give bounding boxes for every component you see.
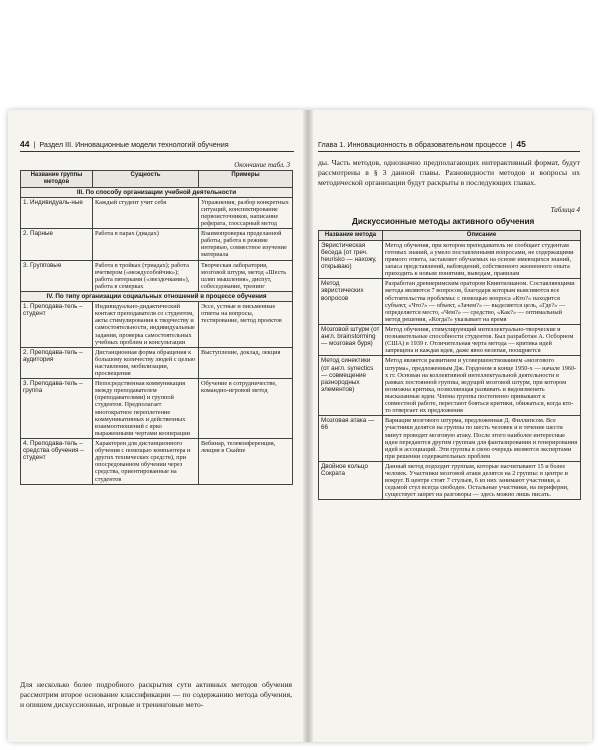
right-header-text: Глава 1. Инновационность в образовательном процессе	[318, 140, 507, 149]
method-essence: Непосредственная коммуникация между преподавателем (преподавателями) и группой студентов. Предполагает многократное переплетение коммуникативных и действенных взаимоотношений с ярко выраженными чертами кооперации	[93, 379, 199, 439]
method-description: Вариация мозгового штурма, предложенная Д. Филлипсом. Все участники делятся на группы по шесть человек и в течение шести минут проводят мозговую атаку. После этого наиболее интересные идеи передаются другим группам для фантазирования и генерирования идей и ассоциаций. Эти группы в свою очередь являются экспертами при решении содержательных проблем	[383, 416, 581, 462]
right-running-header: Глава 1. Инновационность в образовательном процессе | 45	[318, 139, 526, 149]
method-group-name: 1. Индивидуаль-ные	[21, 197, 93, 228]
table-row	[319, 356, 581, 416]
table-row	[21, 260, 293, 291]
left-header-rule	[20, 151, 294, 152]
col-header-description: Описание	[383, 231, 581, 241]
method-essence: Характерен для дистанционного обучения с помощью компьютера и других технических средств), при опосредованном обучении через средства, ориентированные на студентов	[93, 439, 199, 485]
left-body-paragraph: Для несколько более подробного раскрытия сути активных методов обучения рассмотрим второе основание классификации — по содержанию метода обучения, и опишем дискуссионные, игровые и тренинговые мето-	[20, 680, 292, 709]
table-row	[319, 324, 581, 355]
method-name: Мозговой штурм (от англ. brainstorming — мозговая буря)	[319, 324, 383, 355]
method-examples: Вебинар, телеконференция, лекция в Скайпе	[199, 439, 293, 485]
method-essence: Работа в тройках (триадах); работа вчетвером («междусобойчик»); работа пятерками («звездочками»), работа в семерках	[93, 260, 199, 291]
method-examples: Эссе, устные и письменные ответы на вопросы, тестирование, метод проектов	[199, 302, 293, 348]
method-group-name: 3. Групповые	[21, 260, 93, 291]
method-description: Метод является развитием и усовершенствованием «мозгового штурма», предложенным Дж. Гордоном в конце 1950-х — начале 1960-х гг. Основан на коллективной интеллектуальной деятельности в рамках постоянной группы, ведущей мозговой штурм, при котором возможна критика, позволяющая развивать и видоизменять высказанные идеи. Члены группы постепенно привыкают к совместной работе, перестают бояться критики, обижаться, когда кто-то отвергает их предложения	[383, 356, 581, 416]
method-essence: Дистанционная форма обращения к большому количеству людей с целью наставления, мобилизации, просвещения	[93, 347, 199, 378]
method-name: Двойное кольцо Сократа	[319, 461, 383, 500]
col-header-name: Название группы методов	[21, 171, 93, 188]
open-book	[8, 110, 592, 742]
method-examples: Творческая лаборатория, мозговой штурм, метод «Шесть шляп мышления», диспут, собеседование, тренинг	[199, 260, 293, 291]
method-essence: Индивидуально-дидактический контакт преподавателя со студентом, акты стимулирования к творчеству и самостоятельности, индивидуальные задания, проверка самостоятельных учебных проблем и консультации	[93, 302, 199, 348]
method-group-name: 1. Преподава-тель – студент	[21, 302, 93, 348]
table-row	[319, 240, 581, 279]
method-name: Метод эвристических вопросов	[319, 279, 383, 325]
col-header-method: Название метода	[319, 231, 383, 241]
col-header-essence: Сущность	[93, 171, 199, 188]
method-description: Данный метод подходит группам, которые насчитывают 15 и более человек. Участники мозговой атаки делятся на 2 группы: в центре и вокруг. В центре стоят 7 стульев, 6 из них занимают участники, а седьмой стул всегда свободен. Остальные участники, на периферии, существует запрет на разговоры — здесь можно лишь писать.	[383, 461, 581, 500]
left-running-header: 44 | Раздел III. Инновационные модели технологий обучения	[20, 139, 229, 149]
table-row	[21, 302, 293, 348]
method-group-name: 4. Преподава-тель – средства обучения – студент	[21, 439, 93, 485]
right-header-rule	[318, 151, 580, 152]
method-essence: Работа в парах (диадах)	[93, 229, 199, 260]
discussion-methods-table	[318, 230, 581, 500]
right-body-paragraph: ды. Часть методов, однозначно предполагающих интерактивный формат, будут рассмотрены в § 3 данной главы. Разновидности методов и вопросы их методической организации будут раскрыты в последующих главах.	[318, 158, 580, 187]
discussion-methods-title: Дискуссионные методы активного обучения	[352, 217, 535, 226]
section-title: III. По способу организации учебной деятельности	[21, 187, 293, 197]
table-row	[319, 461, 581, 500]
table-row	[319, 279, 581, 325]
left-table-caption: Окончание табл. 3	[234, 161, 290, 169]
method-essence: Каждый студент учит себя	[93, 197, 199, 228]
method-examples: Упражнения, разбор конкретных ситуаций, конспектирование первоисточников, написание реферата, глоссарный метод	[199, 197, 293, 228]
right-page-number: 45	[516, 139, 526, 149]
method-examples: Выступление, доклад, лекция	[199, 347, 293, 378]
table-row	[21, 347, 293, 378]
col-header-examples: Примеры	[199, 171, 293, 188]
left-page	[8, 110, 304, 742]
table-header-row	[21, 171, 293, 188]
method-description: Разработан древнеримским оратором Квинтилианом. Составляющими метода являются 7 вопросов, благодаря которым выясняются все обстоятельства проблемы: с помощью вопроса «Кто?» находится субъект, «Что?» — объект, «Зачем?» — выделяется цель, «Где?» — определяется место, «Чем?» — средство, «Как?» — оптимальный метод решения, «Когда?» указывает на время	[383, 279, 581, 325]
table4-label: Таблица 4	[550, 206, 580, 214]
table-header-row	[319, 231, 581, 241]
method-examples: Обучение в сотрудничестве, командно-игровой метод	[199, 379, 293, 439]
table-row	[21, 229, 293, 260]
table-row	[319, 416, 581, 462]
method-description: Метод обучения, стимулирующий интеллектуально-творческие и познавательные способности студентов. Был разработан А. Осборном (США) в 1939 г. Отличительная черта метода — критика идей запрещена и каждая идея, даже явно нелепая, поощряется	[383, 324, 581, 355]
method-examples: Взаимопроверка проделанной работы, работа в режиме интервью, совместное изучение материала	[199, 229, 293, 260]
table-row	[21, 439, 293, 485]
method-group-name: 2. Преподава-тель – аудитория	[21, 347, 93, 378]
method-name: Мозговая атака — 66	[319, 416, 383, 462]
table-row	[21, 197, 293, 228]
table-row	[21, 379, 293, 439]
method-group-name: 2. Парные	[21, 229, 93, 260]
methods-table	[20, 170, 293, 485]
section-row	[21, 291, 293, 301]
right-page	[312, 110, 592, 742]
left-page-number: 44	[20, 139, 30, 149]
method-name: Эвристическая беседа (от греч. heurisko — нахожу, открываю)	[319, 240, 383, 279]
section-title: IV. По типу организации социальных отношений в процессе обучения	[21, 291, 293, 301]
method-name: Метод синектики (от англ. synectics — совмещение разнородных элементов)	[319, 356, 383, 416]
section-row	[21, 187, 293, 197]
method-group-name: 3. Преподава-тель – группа	[21, 379, 93, 439]
method-description: Метод обучения, при котором преподаватель не сообщает студентам готовых знаний, а умело поставленными вопросами, не содержащими прямого ответа, заставляет обучаемых на основе имеющихся знаний, запаса представлений, наблюдений, собственного жизненного опыта приходить к новым понятиям, выводам, правилам	[383, 240, 581, 279]
left-header-text: Раздел III. Инновационные модели технологий обучения	[39, 140, 229, 149]
